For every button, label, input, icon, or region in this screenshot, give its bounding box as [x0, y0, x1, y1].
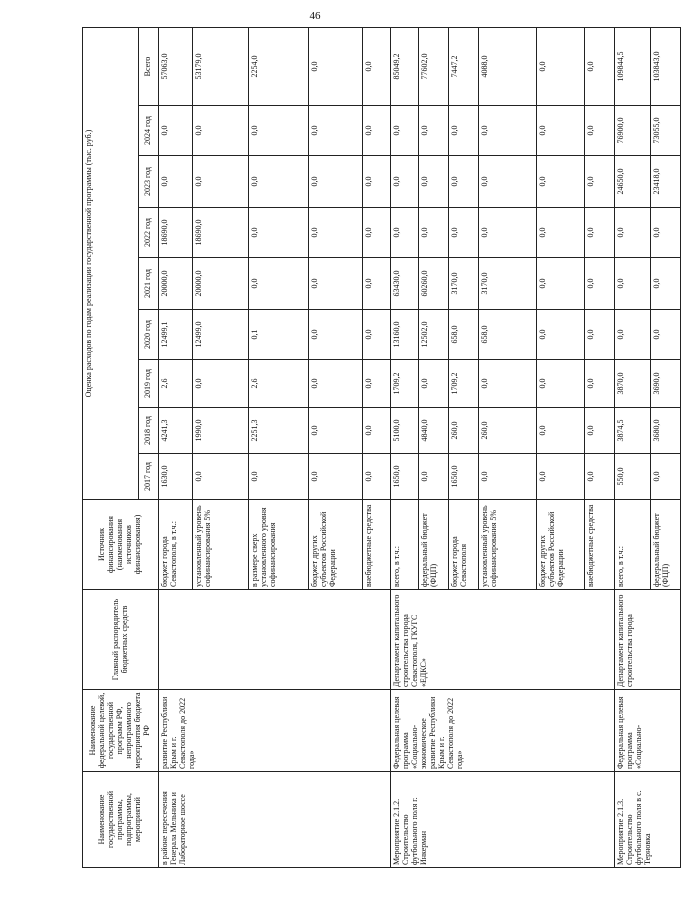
program-name-cell: Мероприятие 2.1.3. Строительство футбольного поля в с. Терновка [615, 772, 681, 868]
header-year: 2019 год [139, 360, 159, 408]
value-cell: 0,0 [537, 106, 585, 156]
source-cell: федеральный бюджет (ФЦП) [419, 500, 449, 590]
value-cell: 0,0 [585, 106, 615, 156]
total-cell: 4088,0 [479, 28, 537, 106]
source-cell: установленный уровень софинансирования 5% [479, 500, 537, 590]
value-cell: 23418,0 [651, 156, 681, 208]
manager-cell: Департамент капитального строительства города [615, 590, 681, 690]
value-cell: 0,0 [159, 156, 193, 208]
value-cell: 0,0 [391, 208, 419, 258]
value-cell: 0,0 [537, 258, 585, 310]
value-cell: 0,0 [249, 454, 309, 500]
header-row [83, 28, 139, 868]
value-cell: 1709,2 [391, 360, 419, 408]
value-cell: 0,0 [193, 454, 249, 500]
value-cell: 0,0 [249, 156, 309, 208]
header-federal-program: Наименование федеральной целевой, государственной программ РФ, непрограммного мероприятия бюджета РФ [83, 690, 159, 772]
manager-cell: Департамент капитального строительства города Севастополя, ГКУГС «ЕДКС» [391, 590, 615, 690]
total-cell: 53179,0 [193, 28, 249, 106]
value-cell: 0,0 [159, 106, 193, 156]
source-cell: бюджет других субъектов Российской Федерации [537, 500, 585, 590]
value-cell: 0,0 [479, 106, 537, 156]
value-cell: 2,6 [249, 360, 309, 408]
value-cell: 0,0 [537, 454, 585, 500]
program-name-cell: в районе пересечения Генерала Мельника и Лабораторное шоссе [159, 772, 391, 868]
source-cell: федеральный бюджет (ФЦП) [651, 500, 681, 590]
header-year: 2024 год [139, 106, 159, 156]
value-cell: 0,0 [419, 106, 449, 156]
value-cell: 1650,0 [391, 454, 419, 500]
table-row [391, 28, 419, 868]
value-cell: 0,0 [363, 310, 391, 360]
value-cell: 73055,0 [651, 106, 681, 156]
value-cell: 0,0 [309, 208, 363, 258]
source-cell: всего, в т.ч.: [615, 500, 651, 590]
value-cell: 0,0 [391, 156, 419, 208]
value-cell: 0,0 [363, 408, 391, 454]
value-cell: 658,0 [449, 310, 479, 360]
value-cell: 0,0 [193, 156, 249, 208]
value-cell: 0,0 [585, 258, 615, 310]
value-cell: 1630,0 [159, 454, 193, 500]
value-cell: 12499,0 [193, 310, 249, 360]
total-cell: 0,0 [537, 28, 585, 106]
value-cell: 4241,3 [159, 408, 193, 454]
total-cell: 7447,2 [449, 28, 479, 106]
source-cell: в размере сверх установленного уровня софинансирования [249, 500, 309, 590]
value-cell: 0,0 [363, 454, 391, 500]
value-cell: 0,0 [249, 208, 309, 258]
header-total: Всего [139, 28, 159, 106]
value-cell: 0,0 [585, 156, 615, 208]
value-cell: 0,0 [449, 156, 479, 208]
header-year: 2023 год [139, 156, 159, 208]
value-cell: 0,0 [363, 208, 391, 258]
source-cell: бюджет города Севастополя [449, 500, 479, 590]
budget-table [82, 27, 681, 868]
value-cell: 0,0 [585, 454, 615, 500]
value-cell: 0,0 [249, 258, 309, 310]
value-cell: 0,0 [249, 106, 309, 156]
source-cell: бюджет города Севастополя, в т.ч.: [159, 500, 193, 590]
value-cell: 4840,0 [419, 408, 449, 454]
value-cell: 0,1 [249, 310, 309, 360]
value-cell: 20000,0 [159, 258, 193, 310]
value-cell: 18690,0 [193, 208, 249, 258]
value-cell: 0,0 [537, 360, 585, 408]
value-cell: 0,0 [363, 258, 391, 310]
value-cell: 0,0 [193, 106, 249, 156]
total-cell: 103843,0 [651, 28, 681, 106]
header-estimate: Оценка расходов по годам реализации государственной программы (тыс. руб.) [83, 28, 139, 500]
value-cell: 0,0 [651, 310, 681, 360]
value-cell: 0,0 [309, 106, 363, 156]
value-cell: 0,0 [309, 156, 363, 208]
source-cell: внебюджетные средства [585, 500, 615, 590]
value-cell: 0,0 [419, 156, 449, 208]
value-cell: 0,0 [651, 454, 681, 500]
value-cell: 0,0 [193, 360, 249, 408]
header-source: Источник финансирования (наименования источников финансирования) [83, 500, 159, 590]
value-cell: 0,0 [449, 208, 479, 258]
value-cell: 0,0 [449, 106, 479, 156]
value-cell: 0,0 [419, 208, 449, 258]
header-year: 2021 год [139, 258, 159, 310]
value-cell: 1709,2 [449, 360, 479, 408]
value-cell: 3170,0 [479, 258, 537, 310]
value-cell: 2251,3 [249, 408, 309, 454]
table-row [615, 28, 651, 868]
value-cell: 0,0 [585, 310, 615, 360]
value-cell: 0,0 [537, 408, 585, 454]
value-cell: 0,0 [615, 208, 651, 258]
program-name-cell: Мероприятие 2.1.2. Строительство футбольного поля г. Инкерман [391, 772, 615, 868]
header-year: 2018 год [139, 408, 159, 454]
value-cell: 76900,0 [615, 106, 651, 156]
value-cell: 0,0 [479, 454, 537, 500]
value-cell: 3690,0 [651, 360, 681, 408]
total-cell: 57063,0 [159, 28, 193, 106]
header-program: Наименование государственной программы, подпрограммы, мероприятий [83, 772, 159, 868]
value-cell: 658,0 [479, 310, 537, 360]
value-cell: 0,0 [537, 310, 585, 360]
page-number: 46 [309, 10, 321, 22]
total-cell: 2254,0 [249, 28, 309, 106]
total-cell: 85049,2 [391, 28, 419, 106]
federal-program-cell: Федеральная целевая программа «Социально-экономическое развитие Республики Крым и г. Севастополя до 2022 года» [391, 690, 615, 772]
value-cell: 1650,0 [449, 454, 479, 500]
source-cell: установленный уровень софинансирования 5% [193, 500, 249, 590]
value-cell: 24650,0 [615, 156, 651, 208]
value-cell: 0,0 [585, 408, 615, 454]
value-cell: 0,0 [651, 258, 681, 310]
total-cell: 0,0 [585, 28, 615, 106]
value-cell: 12499,1 [159, 310, 193, 360]
total-cell: 0,0 [309, 28, 363, 106]
value-cell: 0,0 [615, 258, 651, 310]
value-cell: 3170,0 [449, 258, 479, 310]
header-year: 2017 год [139, 454, 159, 500]
value-cell: 13160,0 [391, 310, 419, 360]
value-cell: 0,0 [309, 310, 363, 360]
value-cell: 0,0 [363, 106, 391, 156]
table-row [159, 28, 193, 868]
value-cell: 0,0 [419, 360, 449, 408]
table-body [159, 28, 681, 868]
value-cell: 20000,0 [193, 258, 249, 310]
federal-program-cell: Федеральная целевая программа «Социально- [615, 690, 681, 772]
value-cell: 0,0 [585, 208, 615, 258]
value-cell: 3680,0 [651, 408, 681, 454]
manager-cell [159, 590, 391, 690]
value-cell: 0,0 [391, 106, 419, 156]
value-cell: 550,0 [615, 454, 651, 500]
value-cell: 0,0 [537, 156, 585, 208]
value-cell: 1990,0 [193, 408, 249, 454]
header-manager: Главный распорядитель бюджетных средств [83, 590, 159, 690]
value-cell: 0,0 [309, 258, 363, 310]
value-cell: 260,0 [449, 408, 479, 454]
value-cell: 0,0 [309, 408, 363, 454]
value-cell: 18690,0 [159, 208, 193, 258]
value-cell: 0,0 [479, 208, 537, 258]
value-cell: 0,0 [651, 208, 681, 258]
source-cell: внебюджетные средства [363, 500, 391, 590]
header-year: 2022 год [139, 208, 159, 258]
federal-program-cell: развитие Республики Крым и г. Севастополя до 2022 года» [159, 690, 391, 772]
total-cell: 109844,5 [615, 28, 651, 106]
header-year: 2020 год [139, 310, 159, 360]
value-cell: 0,0 [309, 454, 363, 500]
source-cell: всего, в т.ч.: [391, 500, 419, 590]
value-cell: 0,0 [615, 310, 651, 360]
value-cell: 0,0 [585, 360, 615, 408]
value-cell: 0,0 [537, 208, 585, 258]
value-cell: 0,0 [309, 360, 363, 408]
value-cell: 3870,0 [615, 360, 651, 408]
value-cell: 0,0 [479, 360, 537, 408]
value-cell: 0,0 [363, 156, 391, 208]
rotated-table-container [82, 28, 670, 868]
value-cell: 260,0 [479, 408, 537, 454]
total-cell: 0,0 [363, 28, 391, 106]
value-cell: 0,0 [479, 156, 537, 208]
value-cell: 5100,0 [391, 408, 419, 454]
total-cell: 77602,0 [419, 28, 449, 106]
value-cell: 0,0 [419, 454, 449, 500]
source-cell: бюджет других субъектов Российской Федерации [309, 500, 363, 590]
value-cell: 3874,5 [615, 408, 651, 454]
value-cell: 0,0 [363, 360, 391, 408]
value-cell: 2,6 [159, 360, 193, 408]
value-cell: 60260,0 [419, 258, 449, 310]
value-cell: 12502,0 [419, 310, 449, 360]
value-cell: 63430,0 [391, 258, 419, 310]
